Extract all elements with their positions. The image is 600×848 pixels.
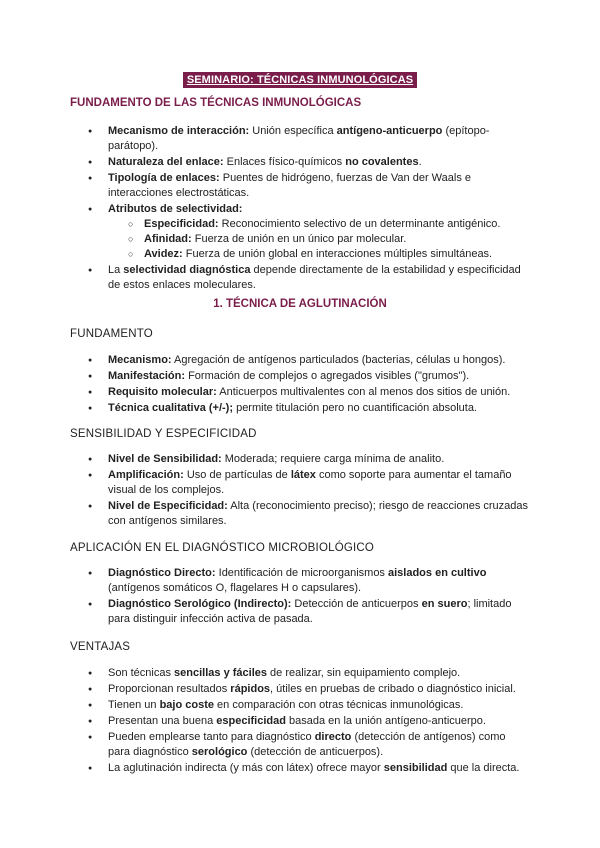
list-item: ● Proporcionan resultados rápidos, útiles en pruebas de cribado o diagnóstico inicial. xyxy=(70,682,530,697)
list-item: ● Nivel de Sensibilidad: Moderada; requiere carga mínima de analito. xyxy=(70,452,530,467)
ventajas-list xyxy=(70,666,530,777)
list-item: ● La aglutinación indirecta (y más con látex) ofrece mayor sensibilidad que la directa. xyxy=(70,761,530,776)
list-item: ● Manifestación: Formación de complejos o agregados visibles ("grumos"). xyxy=(70,369,530,384)
list-item: ● Amplificación: Uso de partículas de látex como soporte para aumentar el tamaño visual de los complejos. xyxy=(70,468,530,498)
subheading-fundamento: FUNDAMENTO xyxy=(70,328,153,340)
list-item: ● Diagnóstico Serológico (Indirecto): Detección de anticuerpos en suero; limitado para distinguir infección activa de pasada. xyxy=(70,597,530,627)
fundamento-list xyxy=(70,353,530,417)
list-item: ● Tienen un bajo coste en comparación con otras técnicas inmunológicas. xyxy=(70,698,530,713)
list-item: ● Son técnicas sencillas y fáciles de realizar, sin equipamiento complejo. xyxy=(70,666,530,681)
aplicacion-list xyxy=(70,566,530,628)
sub-list-item: ○ Afinidad: Fuerza de unión en un único par molecular. xyxy=(108,232,530,247)
title-container xyxy=(0,70,600,88)
list-item: ● La selectividad diagnóstica depende directamente de la estabilidad y especificidad de estos enlaces moleculares. xyxy=(70,263,530,293)
list-item: ● Técnica cualitativa (+/-); permite titulación pero no cuantificación absoluta. xyxy=(70,401,530,416)
list-item: ● Atributos de selectividad: ○ Especificidad: Reconocimiento selectivo de un determinante antigénico. ○ Afinidad: Fuerza de unión en un único par molecular. ○ Avidez: Fuerza de unión global en interacciones múltiples simultáneas. xyxy=(70,202,530,262)
list-item: ● Tipología de enlaces: Puentes de hidrógeno, fuerzas de Van der Waals e interacciones electrostáticas. xyxy=(70,171,530,201)
sub-list-item: ○ Avidez: Fuerza de unión global en interacciones múltiples simultáneas. xyxy=(108,247,530,262)
subheading-ventajas: VENTAJAS xyxy=(70,641,131,653)
fundamento-tecnicas-list xyxy=(70,124,530,294)
sensibilidad-list xyxy=(70,452,530,530)
atributos-sublist xyxy=(108,217,530,262)
section-heading-fundamento-tecnicas: FUNDAMENTO DE LAS TÉCNICAS INMUNOLÓGICAS xyxy=(70,97,362,109)
list-item: ● Nivel de Especificidad: Alta (reconocimiento preciso); riesgo de reacciones cruzadas con antígenos similares. xyxy=(70,499,530,529)
subheading-aplicacion: APLICACIÓN EN EL DIAGNÓSTICO MICROBIOLÓGICO xyxy=(70,542,375,554)
page-title: SEMINARIO: TÉCNICAS INMUNOLÓGICAS xyxy=(183,72,417,88)
sub-list-item: ○ Especificidad: Reconocimiento selectivo de un determinante antigénico. xyxy=(108,217,530,232)
list-item: ● Requisito molecular: Anticuerpos multivalentes con al menos dos sitios de unión. xyxy=(70,385,530,400)
list-item: ● Presentan una buena especificidad basada en la unión antígeno-anticuerpo. xyxy=(70,714,530,729)
subheading-sensibilidad: SENSIBILIDAD Y ESPECIFICIDAD xyxy=(70,428,257,440)
list-item: ● Pueden emplearse tanto para diagnóstico directo (detección de antígenos) como para diagnóstico serológico (detección de anticuerpos). xyxy=(70,730,530,760)
list-item: ● Mecanismo: Agregación de antígenos particulados (bacterias, células u hongos). xyxy=(70,353,530,368)
list-item: ● Naturaleza del enlace: Enlaces físico-químicos no covalentes. xyxy=(70,155,530,170)
list-item: ● Mecanismo de interacción: Unión específica antígeno-anticuerpo (epítopo-parátopo). xyxy=(70,124,530,154)
list-item: ● Diagnóstico Directo: Identificación de microorganismos aislados en cultivo (antígenos somáticos O, flagelares H o capsulares). xyxy=(70,566,530,596)
section-heading-aglutinacion: 1. TÉCNICA DE AGLUTINACIÓN xyxy=(213,298,387,310)
